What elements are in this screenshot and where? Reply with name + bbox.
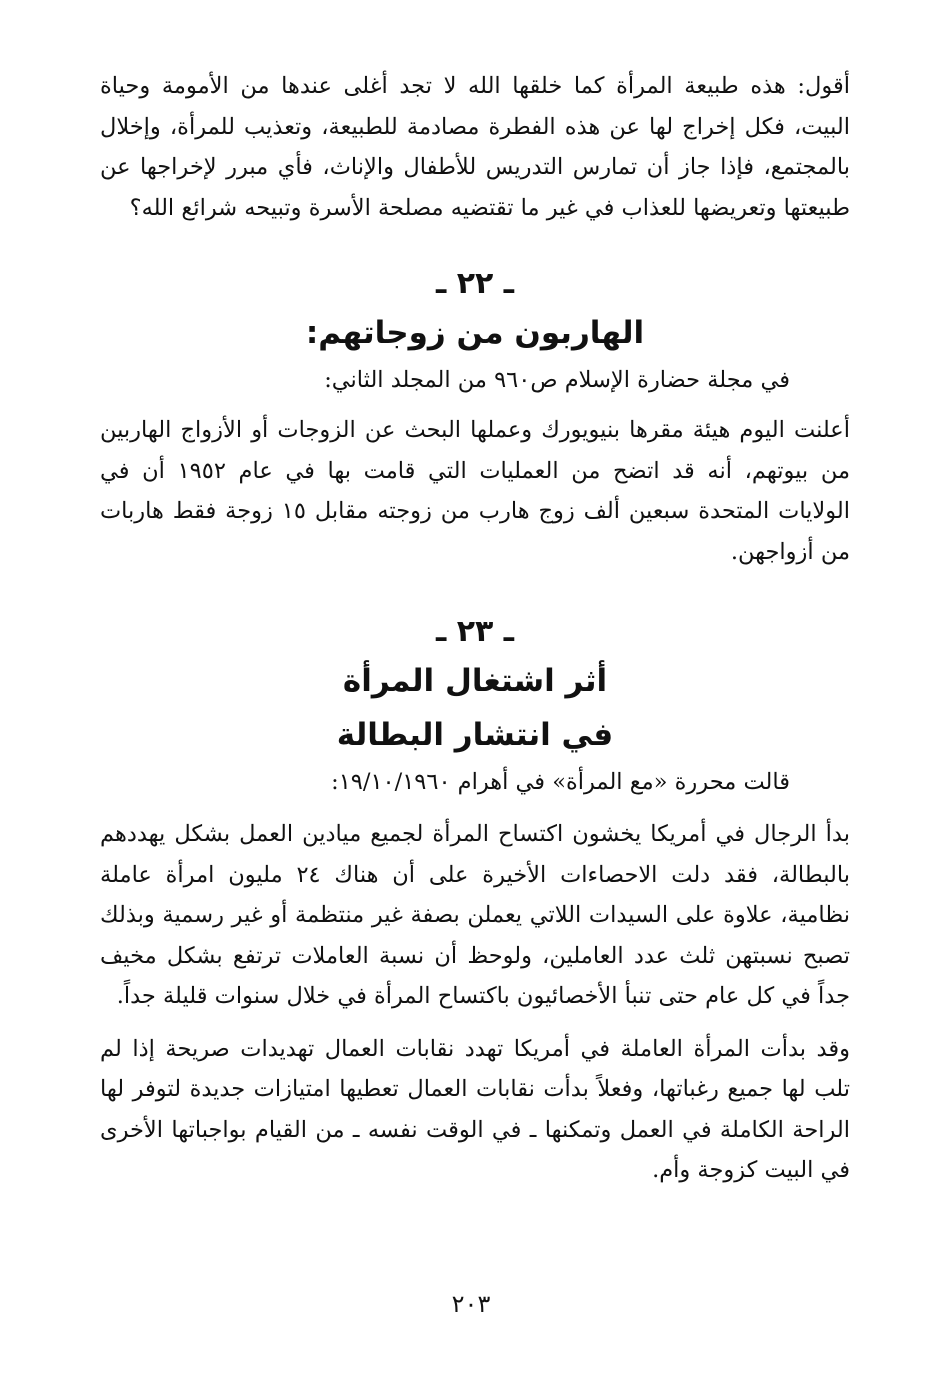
- section-23-title-line2: في انتشار البطالة: [336, 717, 614, 753]
- section-22-number: ـ ٢٢ ـ: [435, 266, 515, 301]
- section-23-paragraph-2: وقد بدأت المرأة العاملة في أمريكا تهدد نقابات العمال تهديدات صريحة إذا لم تلب لها جميع رغباتها، وفعلاً بدأت نقابات العمال تعطيها امتيازات جديدة لتوفر لها الراحة الكاملة في العمل وتمكنها ـ في الوقت نفسه ـ من القيام بواجباتها الأخرى في البيت كزوجة وأم.: [100, 1035, 850, 1183]
- section-23-paragraph-1: بدأ الرجال في أمريكا يخشون اكتساح المرأة لجميع ميادين العمل بشكل يهددهم بالبطالة، فقد دلت الاحصاءات الأخيرة على أن هناك ٢٤ مليون امرأة عاملة نظامية، علاوة على السيدات اللاتي يعملن بصفة غير منتظمة أو غير رسمية وبذلك تصبح نسبتهن ثلث عدد العاملين، ولوحظ أن نسبة العاملات ترتفع بشكل مخيف جداً في كل عام حتى تنبأ الأخصائيون باكتساح المرأة في خلال سنوات قليلة جداً.: [100, 821, 851, 1009]
- section-23-title-line1: أثر اشتغال المرأة: [342, 663, 608, 699]
- top-paragraph: أقول: هذه طبيعة المرأة كما خلقها الله لا تجد أغلى عندها من الأمومة وحياة البيت، فكل إخراج لها عن هذه الفطرة مصادمة للطبيعة، وتعذيب للمرأة، وإخلال بالمجتمع، فإذا جاز أن تمارس التدريس للأطفال والإناث، فأي مبرر لإخراجها عن طبيعتها وتعريضها للعذاب في غير ما تقتضيه مصلحة الأسرة وتبيحه شرائع الله؟: [100, 73, 850, 221]
- page-body: [100, 66, 850, 1191]
- section-22-intro: في مجلة حضارة الإسلام ص٩٦٠ من المجلد الثاني:: [324, 367, 790, 393]
- section-23-intro: قالت محررة «مع المرأة» في أهرام ١٩/١٠/١٩٦٠:: [331, 769, 790, 795]
- section-23-number: ـ ٢٣ ـ: [435, 614, 515, 649]
- section-22-title: الهاربون من زوجاتهم:: [305, 315, 645, 351]
- page-number: ٢٠٣: [451, 1290, 491, 1318]
- section-22-paragraph: أعلنت اليوم هيئة مقرها بنيويورك وعملها البحث عن الزوجات أو الأزواج الهاربين من بيوتهم، أنه قد اتضح من العمليات التي قامت بها في عام ١٩٥٢ أن في الولايات المتحدة سبعين ألف زوج هارب من زوجته مقابل ١٥ زوجة فقط هاربات من أزواجهن.: [100, 417, 850, 565]
